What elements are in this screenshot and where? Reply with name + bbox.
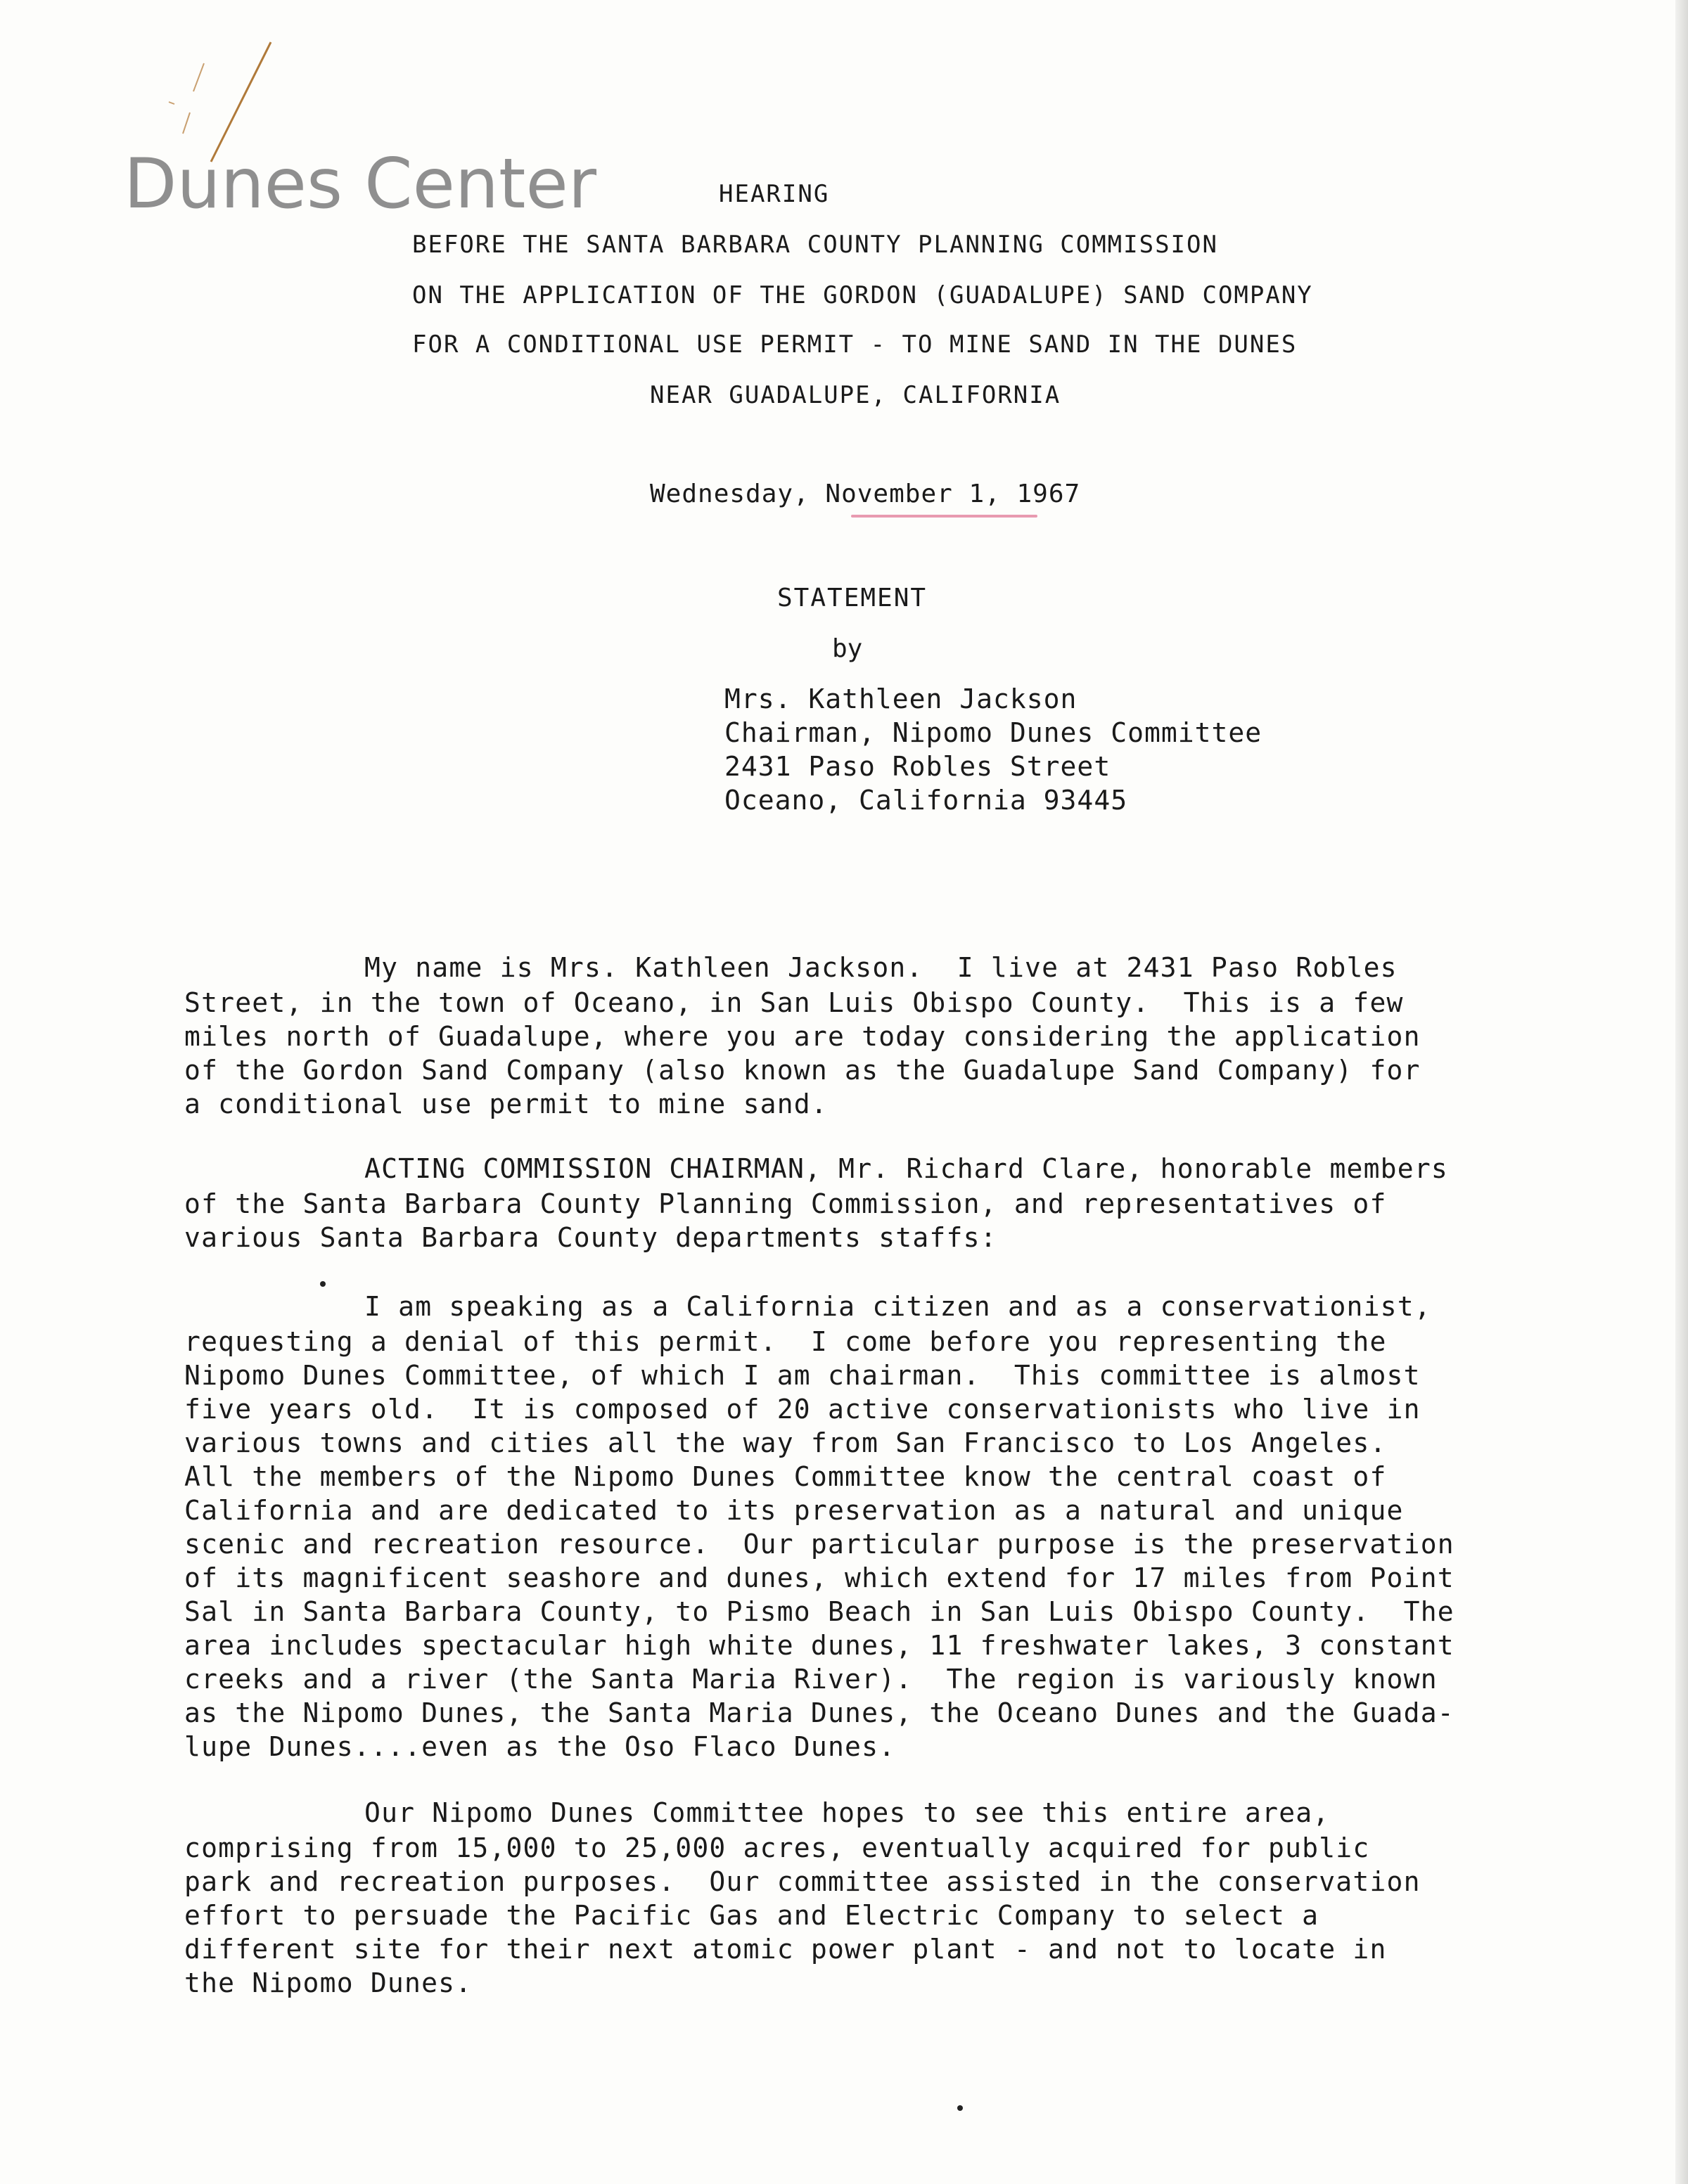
paragraph-4-line: comprising from 15,000 to 25,000 acres, eventually acquired for public [184,1832,1370,1863]
paragraph-3-line: requesting a denial of this permit. I come before you representing the [184,1326,1387,1357]
statement-title: STATEMENT [777,584,928,612]
paragraph-1-line: of the Gordon Sand Company (also known as the Guadalupe Sand Company) for [184,1055,1421,1086]
paragraph-3-line: of its magnificent seashore and dunes, which extend for 17 miles from Point [184,1562,1454,1593]
paragraph-4-line: the Nipomo Dunes. [184,1967,473,1998]
paragraph-3-line: lupe Dunes....even as the Oso Flaco Dunes. [184,1731,896,1762]
paragraph-3-line: Nipomo Dunes Committee, of which I am chairman. This committee is almost [184,1360,1421,1391]
author-street: 2431 Paso Robles Street [724,751,1111,782]
author-city: Oceano, California 93445 [724,785,1128,816]
paragraph-3-line: All the members of the Nipomo Dunes Committee know the central coast of [184,1461,1387,1492]
paragraph-3-line: area includes spectacular high white dunes, 11 freshwater lakes, 3 constant [184,1630,1454,1661]
statement-by: by [832,634,863,663]
hearing-date: Wednesday, November 1, 1967 [650,480,1081,508]
paragraph-3-line: as the Nipomo Dunes, the Santa Maria Dunes, the Oceano Dunes and the Guada- [184,1697,1454,1728]
paragraph-3-line: California and are dedicated to its preservation as a natural and unique [184,1495,1404,1526]
paragraph-4-line: effort to persuade the Pacific Gas and Electric Company to select a [184,1900,1319,1931]
stray-mark [320,1281,326,1287]
header-line-commission: BEFORE THE SANTA BARBARA COUNTY PLANNING COMMISSION [412,231,1218,259]
paragraph-1-line: My name is Mrs. Kathleen Jackson. I live at 2431 Paso Robles [364,952,1398,983]
paragraph-3-line: scenic and recreation resource. Our particular purpose is the preservation [184,1529,1454,1560]
paragraph-2-line: various Santa Barbara County departments staffs: [184,1222,997,1253]
paragraph-3-line: creeks and a river (the Santa Maria River). The region is variously known [184,1664,1438,1695]
page-edge-shadow [1675,0,1688,2184]
paragraph-4-line: park and recreation purposes. Our committee assisted in the conservation [184,1866,1421,1897]
author-title: Chairman, Nipomo Dunes Committee [724,717,1262,748]
paragraph-1-line: Street, in the town of Oceano, in San Luis Obispo County. This is a few [184,987,1404,1018]
header-line-permit: FOR A CONDITIONAL USE PERMIT - TO MINE SAND IN THE DUNES [412,330,1298,359]
page-bottom-dot [957,2105,963,2111]
header-line-hearing: HEARING [719,180,830,208]
paragraph-3-line: I am speaking as a California citizen and as a conservationist, [364,1291,1431,1322]
paragraph-2-line: ACTING COMMISSION CHAIRMAN, Mr. Richard Clare, honorable members [364,1153,1448,1184]
paragraph-3-line: various towns and cities all the way from San Francisco to Los Angeles. [184,1427,1387,1458]
dunes-center-watermark: Dunes Center [124,144,597,224]
author-name: Mrs. Kathleen Jackson [724,683,1078,714]
paragraph-3-line: Sal in Santa Barbara County, to Pismo Beach in San Luis Obispo County. The [184,1596,1454,1627]
paragraph-1-line: a conditional use permit to mine sand. [184,1088,828,1119]
header-line-location: NEAR GUADALUPE, CALIFORNIA [650,381,1061,409]
header-line-application: ON THE APPLICATION OF THE GORDON (GUADALUPE) SAND COMPANY [412,281,1313,309]
paragraph-2-line: of the Santa Barbara County Planning Commission, and representatives of [184,1188,1387,1219]
date-highlight-underline [851,515,1037,518]
paragraph-1-line: miles north of Guadalupe, where you are today considering the application [184,1021,1421,1052]
paragraph-4-line: Our Nipomo Dunes Committee hopes to see this entire area, [364,1797,1330,1828]
paragraph-4-line: different site for their next atomic power plant - and not to locate in [184,1934,1387,1965]
paragraph-3-line: five years old. It is composed of 20 active conservationists who live in [184,1394,1421,1425]
